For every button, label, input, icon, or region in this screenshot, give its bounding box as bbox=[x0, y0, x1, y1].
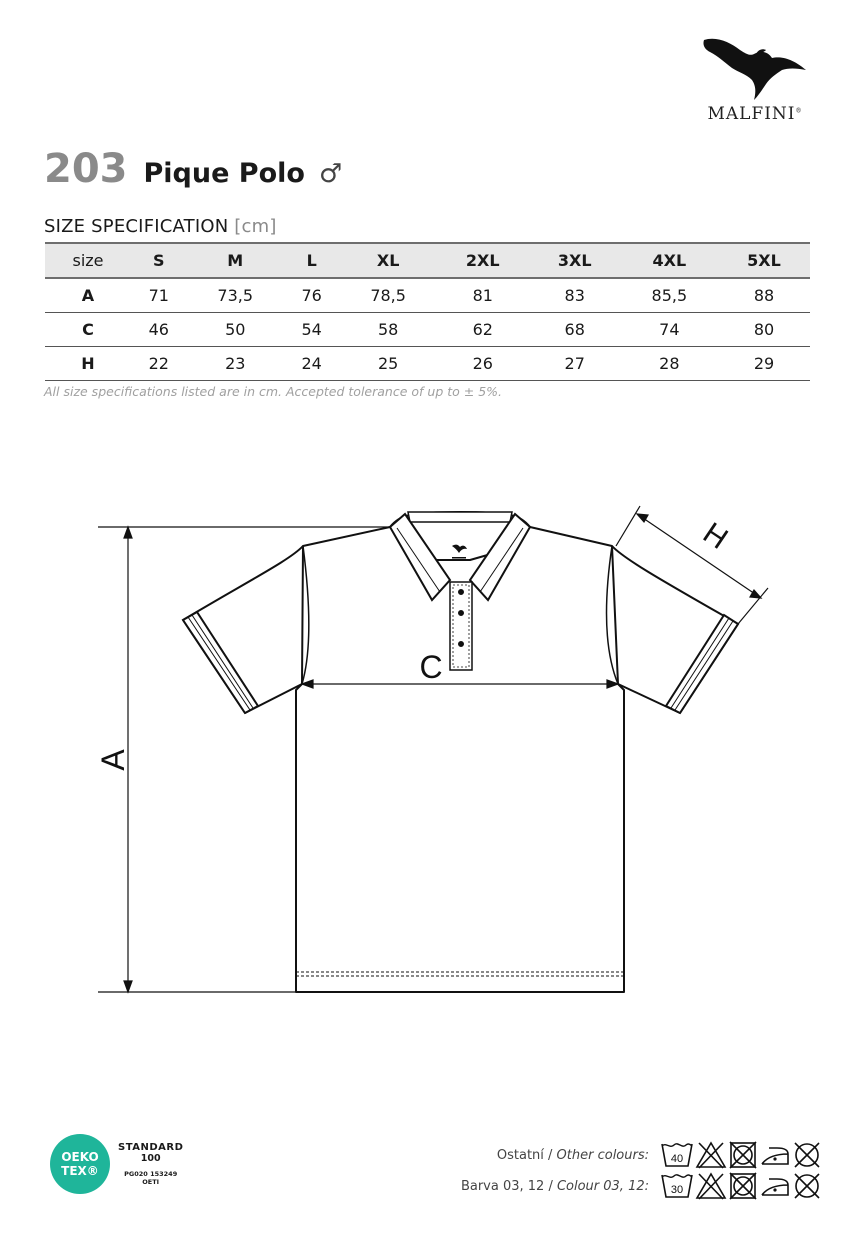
table-cell: 58 bbox=[377, 320, 399, 339]
oeko-tex-badge: OEKO TEX® bbox=[50, 1134, 110, 1194]
care-row-other-colours bbox=[497, 1140, 822, 1170]
dimension-a bbox=[98, 527, 390, 992]
row-label: C bbox=[82, 320, 94, 339]
table-cell: 29 bbox=[753, 354, 775, 373]
garment-diagram bbox=[0, 480, 865, 1020]
table-cell: 25 bbox=[377, 354, 399, 373]
dimension-label-h: H bbox=[697, 516, 734, 556]
left-cuff bbox=[183, 612, 258, 713]
dimension-c bbox=[302, 680, 618, 688]
dimension-label-a: A bbox=[95, 749, 131, 771]
table-cell: 26 bbox=[472, 354, 493, 373]
column-header: 2XL bbox=[465, 251, 500, 270]
column-header: S bbox=[153, 251, 165, 270]
no-bleach-icon bbox=[695, 1140, 727, 1170]
svg-text:30: 30 bbox=[670, 1184, 684, 1196]
wash-30-icon bbox=[660, 1171, 694, 1201]
column-header: 4XL bbox=[652, 251, 687, 270]
table-cell: 76 bbox=[301, 286, 322, 305]
iron-low-icon bbox=[759, 1171, 791, 1201]
table-cell: 80 bbox=[753, 320, 775, 339]
table-row bbox=[45, 278, 810, 313]
table-cell: 27 bbox=[564, 354, 585, 373]
table-cell: 22 bbox=[148, 354, 169, 373]
spec-heading bbox=[44, 216, 277, 237]
wash-40-icon bbox=[660, 1140, 694, 1170]
column-header: size bbox=[72, 251, 104, 270]
size-table-header bbox=[45, 243, 810, 278]
table-cell: 73,5 bbox=[217, 286, 254, 305]
spec-heading-text: SIZE SPECIFICATION bbox=[44, 216, 229, 237]
row-label: A bbox=[81, 286, 95, 305]
table-row bbox=[45, 313, 810, 347]
iron-low-icon bbox=[759, 1140, 791, 1170]
table-row bbox=[45, 347, 810, 381]
right-cuff bbox=[666, 615, 738, 713]
table-cell: 78,5 bbox=[370, 286, 406, 305]
no-dry-clean-icon bbox=[792, 1140, 822, 1170]
table-cell: 83 bbox=[564, 286, 585, 305]
no-tumble-dry-icon bbox=[728, 1171, 758, 1201]
column-header: L bbox=[306, 251, 317, 270]
table-cell: 62 bbox=[472, 320, 493, 339]
brand-logo bbox=[690, 30, 820, 130]
table-cell: 74 bbox=[659, 320, 680, 339]
neck-label bbox=[452, 545, 467, 559]
table-cell: 50 bbox=[225, 320, 246, 339]
tolerance-note: All size specifications listed are in cm. Accepted tolerance of up to ± 5%. bbox=[44, 384, 503, 399]
column-header: XL bbox=[376, 251, 400, 270]
male-icon: ♂ bbox=[318, 159, 343, 189]
column-header: M bbox=[227, 251, 244, 270]
placket bbox=[450, 582, 472, 670]
care-label: Barva 03, 12 / Colour 03, 12: bbox=[460, 1178, 649, 1194]
no-dry-clean-icon bbox=[792, 1171, 822, 1201]
table-cell: 68 bbox=[564, 320, 585, 339]
column-header: 5XL bbox=[747, 251, 781, 270]
table-cell: 85,5 bbox=[651, 286, 688, 305]
product-title bbox=[44, 146, 342, 192]
table-cell: 71 bbox=[148, 286, 169, 305]
table-cell: 81 bbox=[472, 286, 493, 305]
eagle-icon bbox=[696, 30, 814, 102]
no-tumble-dry-icon bbox=[728, 1140, 758, 1170]
table-cell: 24 bbox=[301, 354, 322, 373]
svg-text:40: 40 bbox=[670, 1153, 684, 1165]
product-code: 203 bbox=[44, 146, 128, 192]
column-header: 3XL bbox=[557, 251, 592, 270]
dimension-label-c: C bbox=[419, 649, 443, 685]
care-row-colour-03-12 bbox=[461, 1171, 822, 1201]
oeko-tex-certification bbox=[50, 1134, 183, 1194]
brand-name: MALFINI® bbox=[707, 104, 803, 124]
product-name: Pique Polo bbox=[143, 158, 305, 189]
row-label: H bbox=[81, 354, 95, 373]
table-cell: 23 bbox=[225, 354, 246, 373]
no-bleach-icon bbox=[695, 1171, 727, 1201]
spec-unit: [cm] bbox=[234, 216, 277, 237]
care-label: Ostatní / Other colours: bbox=[496, 1147, 649, 1163]
table-cell: 28 bbox=[659, 354, 680, 373]
table-cell: 46 bbox=[148, 320, 169, 339]
size-table bbox=[45, 242, 810, 381]
certification-details: STANDARD 100 PG020 153249 OETI bbox=[118, 1142, 184, 1186]
table-cell: 88 bbox=[753, 286, 775, 305]
table-cell: 54 bbox=[301, 320, 322, 339]
